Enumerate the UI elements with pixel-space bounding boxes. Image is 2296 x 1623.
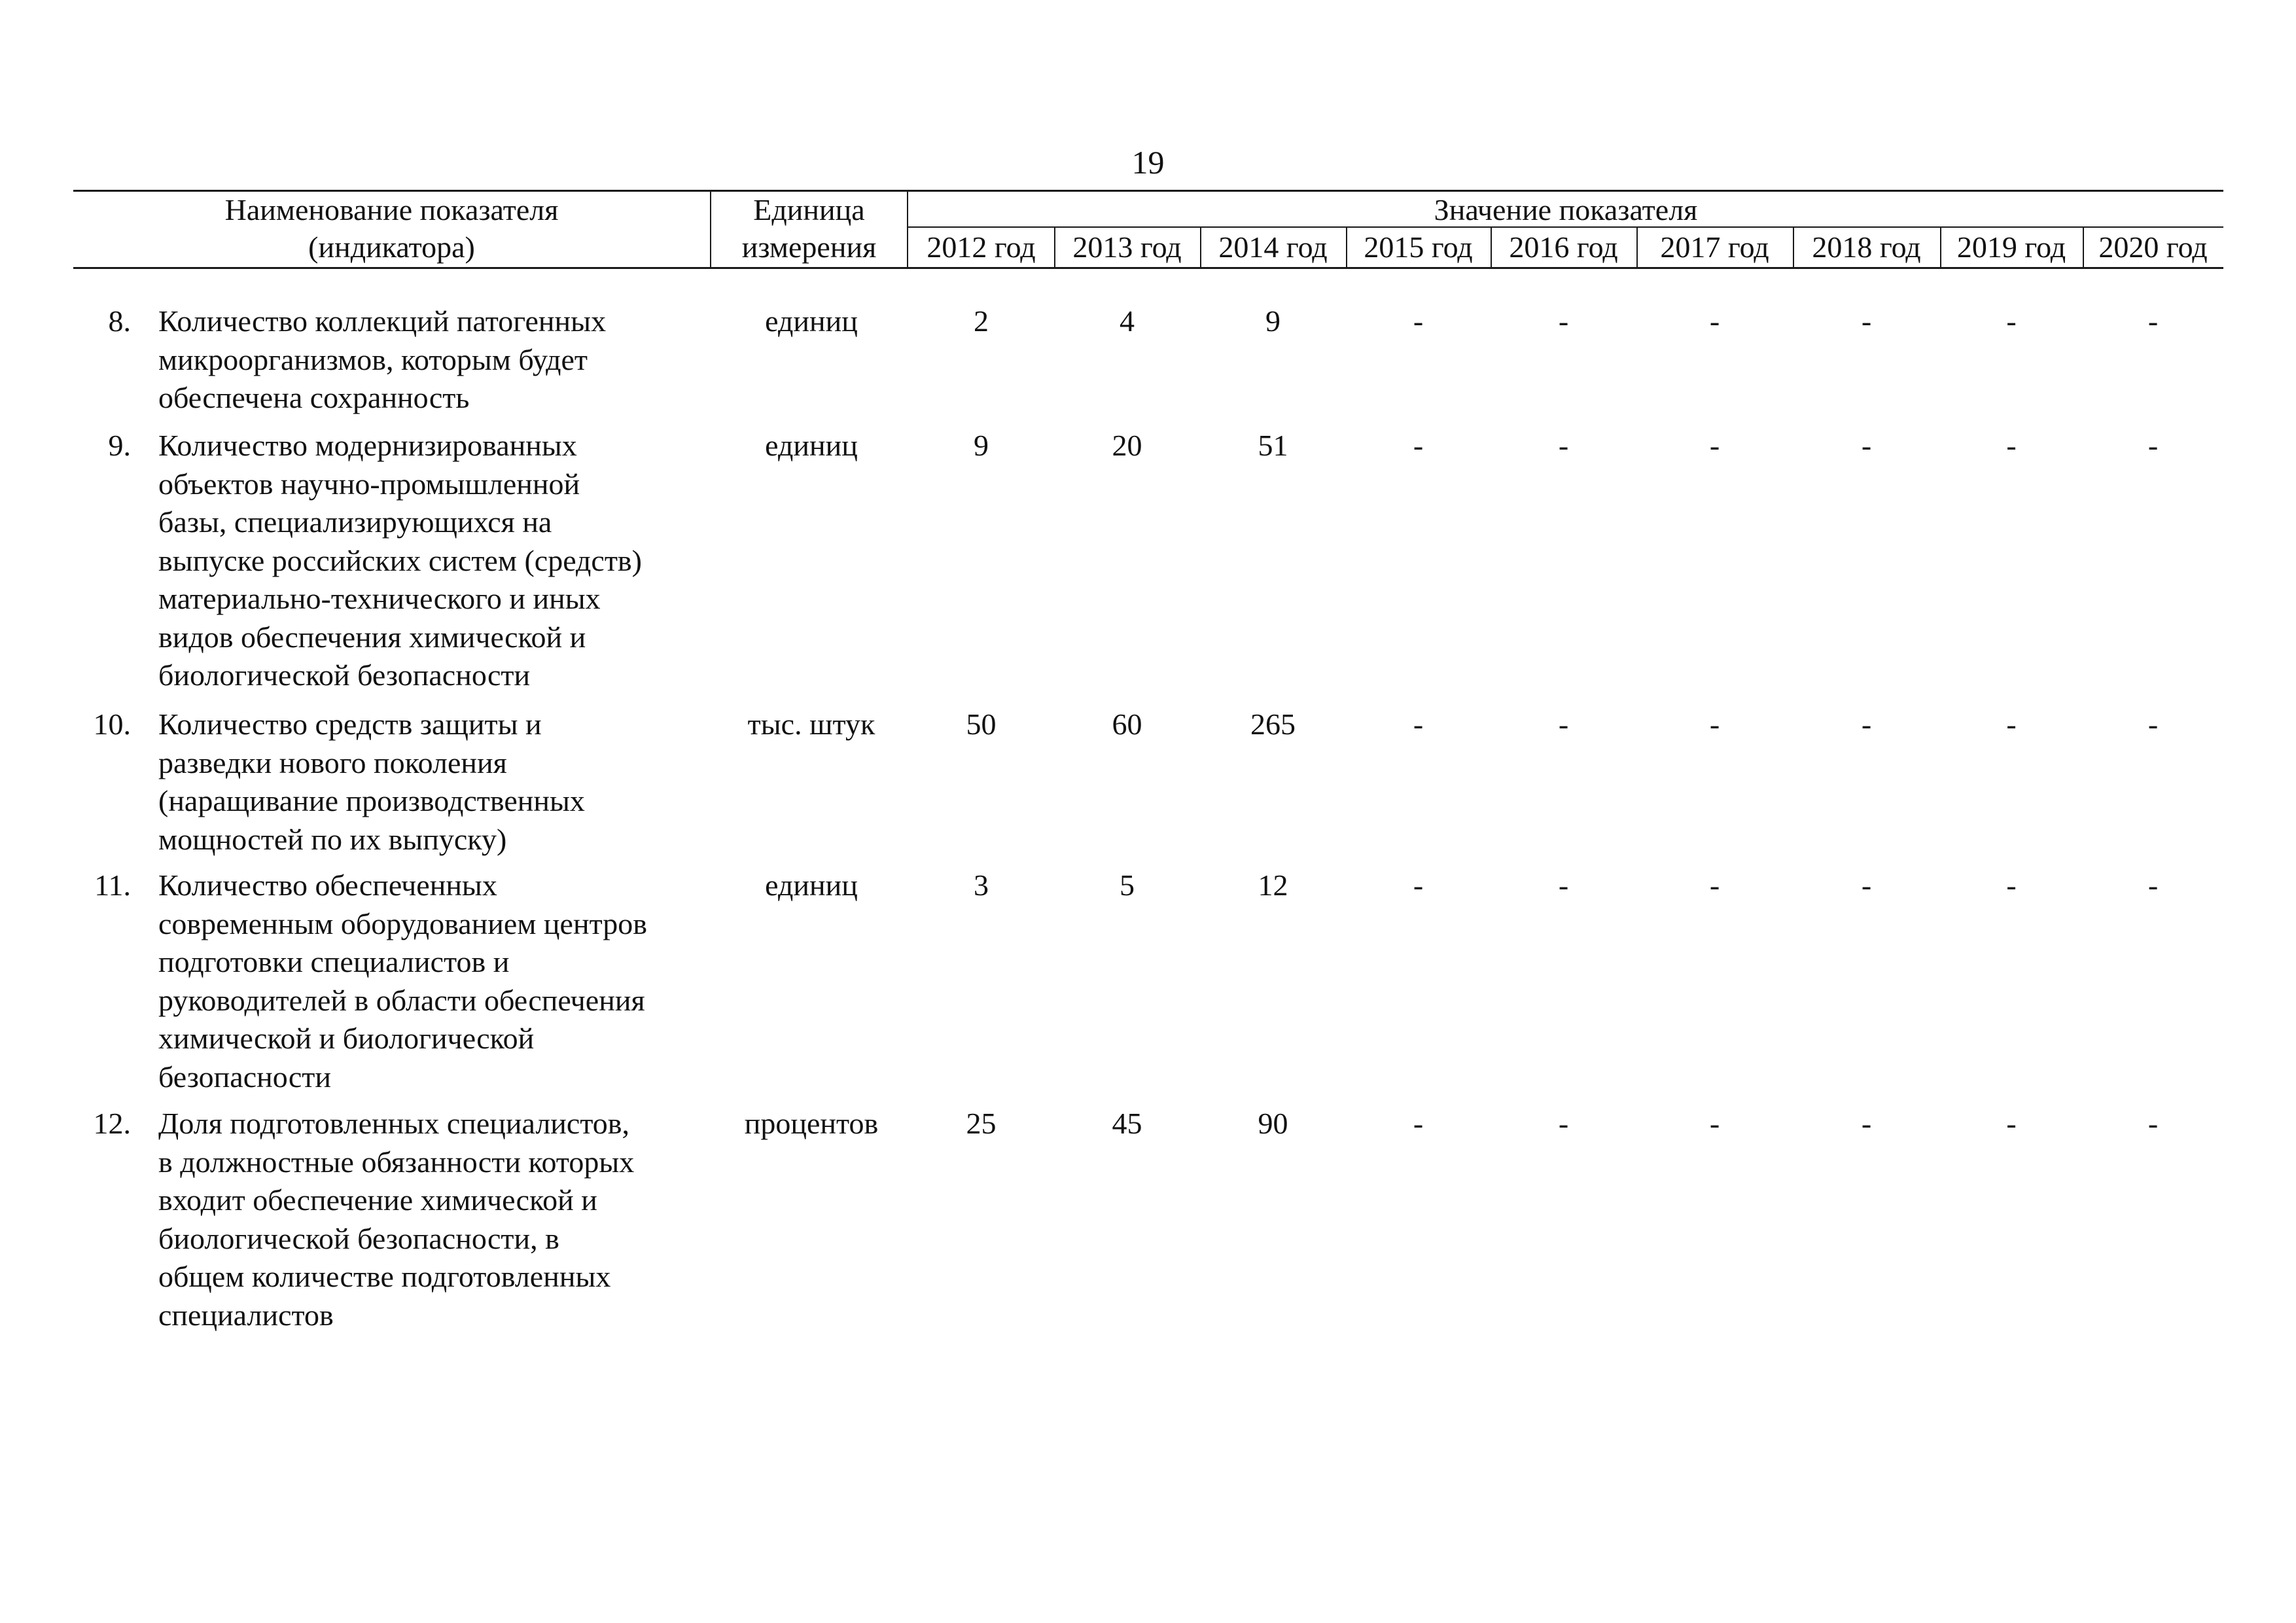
indicator-unit: единиц xyxy=(765,429,858,462)
value-cell: - xyxy=(1861,868,1872,902)
year-header: 2012 год xyxy=(927,230,1036,264)
header-bottom-rule xyxy=(73,267,2223,269)
value-cell: 25 xyxy=(966,1107,997,1140)
value-cell: - xyxy=(1709,868,1720,902)
value-cell: - xyxy=(1709,1107,1720,1140)
value-cell: 20 xyxy=(1112,429,1142,462)
value-cell: 5 xyxy=(1120,868,1135,902)
value-cell: - xyxy=(1558,429,1569,462)
year-column-divider xyxy=(2083,226,2084,268)
value-cell: 2 xyxy=(974,304,989,338)
year-header: 2013 год xyxy=(1072,230,1182,264)
value-cell: - xyxy=(2006,304,2017,338)
year-column-divider xyxy=(1054,226,1055,268)
row-number: 8. xyxy=(108,304,131,338)
year-header: 2019 год xyxy=(1956,230,2066,264)
value-cell: 50 xyxy=(966,707,997,741)
year-header: 2020 год xyxy=(2098,230,2208,264)
value-cell: 9 xyxy=(1265,304,1280,338)
indicator-name: Количество модернизированных объектов научно-промышленной базы, специализирующихся на выпуске российских систем (средств) материально-технического и иных видов обеспечения химической и биологической безопасности xyxy=(158,429,642,692)
value-cell: - xyxy=(1709,707,1720,741)
year-column-divider xyxy=(1793,226,1794,268)
row-number: 10. xyxy=(93,707,131,741)
value-cell: 265 xyxy=(1250,707,1296,741)
year-column-divider xyxy=(1346,226,1347,268)
value-cell: 60 xyxy=(1112,707,1142,741)
value-cell: - xyxy=(1413,868,1424,902)
value-cell: - xyxy=(1413,1107,1424,1140)
year-header: 2016 год xyxy=(1509,230,1618,264)
header-unit-line2: измерения xyxy=(741,230,877,264)
page-number: 19 xyxy=(1131,144,1165,181)
year-header: 2018 год xyxy=(1812,230,1921,264)
value-cell: 12 xyxy=(1258,868,1288,902)
indicator-name: Количество средств защиты и разведки нового поколения (наращивание производственных мощностей по их выпуску) xyxy=(158,707,585,856)
value-cell: - xyxy=(1861,304,1872,338)
year-column-divider xyxy=(1200,226,1201,268)
header-name-line1: Наименование показателя xyxy=(224,193,559,226)
value-cell: - xyxy=(1413,304,1424,338)
header-unit-line1: Единица xyxy=(753,193,865,226)
value-cell: 45 xyxy=(1112,1107,1142,1140)
value-cell: - xyxy=(2006,707,2017,741)
value-cell: - xyxy=(1861,429,1872,462)
indicator-unit: единиц xyxy=(765,304,858,338)
value-cell: - xyxy=(2006,868,2017,902)
value-cell: - xyxy=(2006,429,2017,462)
indicator-name: Доля подготовленных специалистов, в должностные обязанности которых входит обеспечение химической и биологической безопасности, в общем количестве подготовленных специалистов xyxy=(158,1107,635,1332)
year-header: 2014 год xyxy=(1218,230,1328,264)
value-cell: 9 xyxy=(974,429,989,462)
year-column-divider xyxy=(1491,226,1492,268)
value-cell: - xyxy=(1413,707,1424,741)
year-header: 2015 год xyxy=(1364,230,1473,264)
indicator-name: Количество обеспеченных современным оборудованием центров подготовки специалистов и руководителей в области обеспечения химической и биологической безопасности xyxy=(158,868,647,1094)
value-cell: - xyxy=(2147,304,2159,338)
value-cell: - xyxy=(1558,707,1569,741)
indicator-name: Количество коллекций патогенных микроорганизмов, которым будет обеспечена сохранность xyxy=(158,304,607,414)
value-cell: 3 xyxy=(974,868,989,902)
value-cell: - xyxy=(1558,304,1569,338)
header-name-line2: (индикатора) xyxy=(308,230,475,264)
row-number: 11. xyxy=(94,868,131,902)
value-cell: 4 xyxy=(1120,304,1135,338)
value-cell: - xyxy=(1558,868,1569,902)
indicator-unit: единиц xyxy=(765,868,858,902)
year-column-divider xyxy=(1940,226,1941,268)
row-number: 12. xyxy=(93,1107,131,1140)
value-cell: - xyxy=(2147,1107,2159,1140)
value-cell: - xyxy=(1861,707,1872,741)
year-header: 2017 год xyxy=(1660,230,1769,264)
row-number: 9. xyxy=(108,429,131,462)
value-cell: - xyxy=(1861,1107,1872,1140)
value-cell: - xyxy=(2147,707,2159,741)
header-values-title: Значение показателя xyxy=(1434,193,1698,226)
value-cell: - xyxy=(1709,304,1720,338)
year-column-divider xyxy=(1636,226,1638,268)
value-cell: - xyxy=(1558,1107,1569,1140)
value-cell: - xyxy=(1413,429,1424,462)
value-cell: - xyxy=(2147,429,2159,462)
value-cell: - xyxy=(2147,868,2159,902)
value-cell: - xyxy=(1709,429,1720,462)
value-cell: 51 xyxy=(1258,429,1288,462)
indicator-unit: тыс. штук xyxy=(747,707,875,741)
value-cell: 90 xyxy=(1258,1107,1288,1140)
indicator-unit: процентов xyxy=(744,1107,879,1140)
value-cell: - xyxy=(2006,1107,2017,1140)
